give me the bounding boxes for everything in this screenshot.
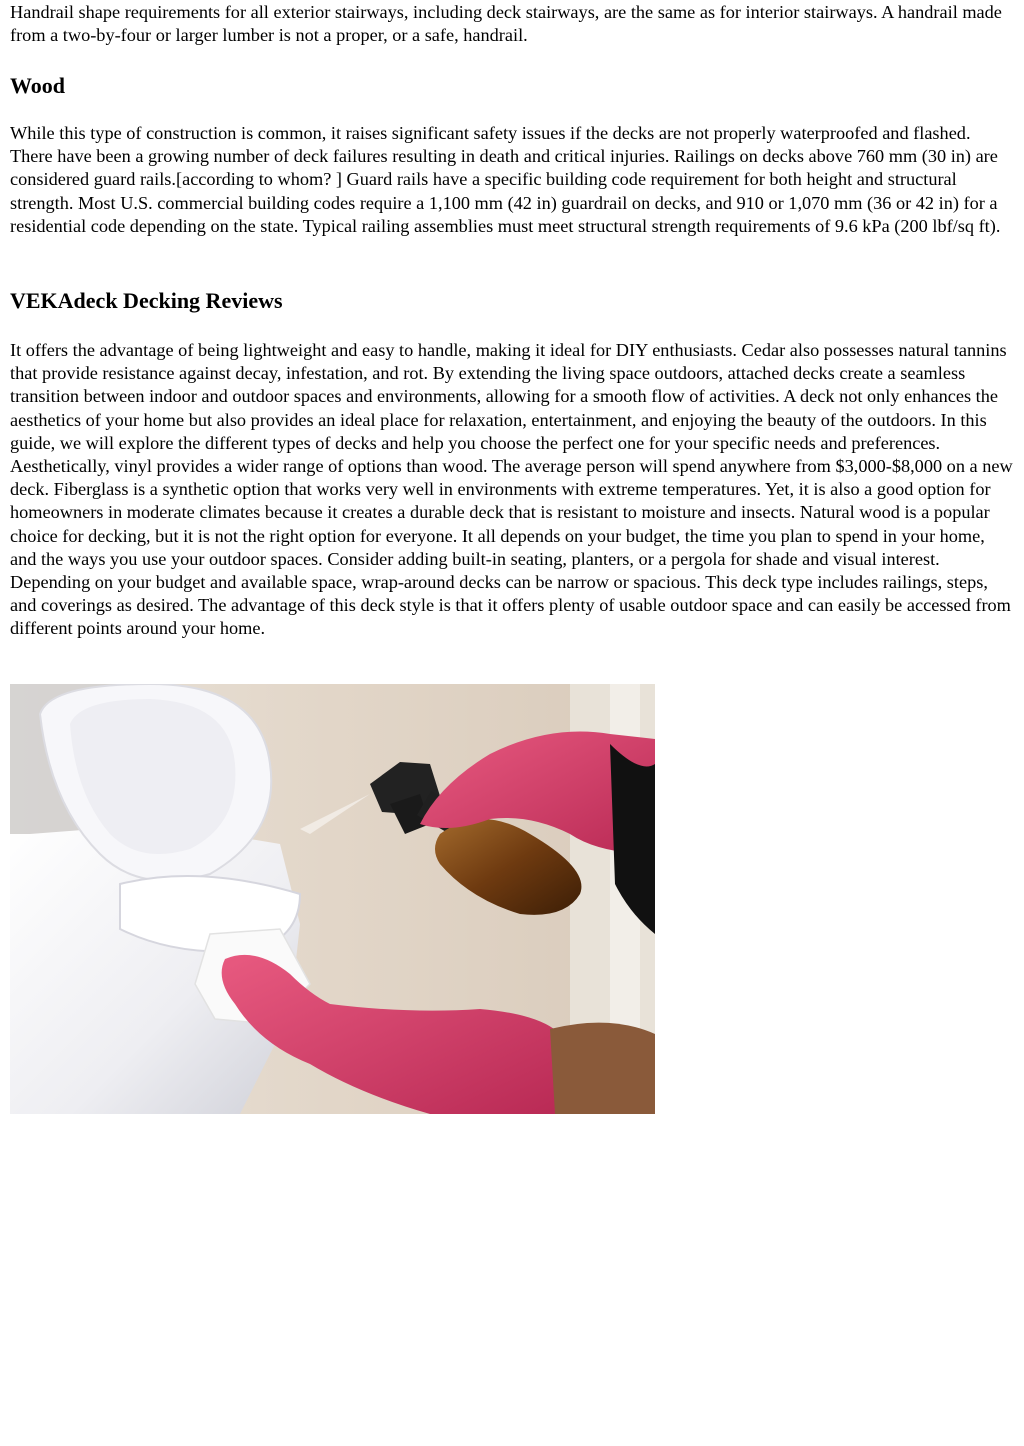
- section-heading-wood: Wood: [10, 73, 66, 98]
- toilet-cleaning-photo: [10, 684, 655, 1114]
- section-heading-vekadeck: VEKAdeck Decking Reviews: [10, 288, 283, 313]
- section-body-vekadeck: It offers the advantage of being lightweight and easy to handle, making it ideal for DIY enthusiasts. Cedar also possesses natural tannins that provide resistance against decay, infestation, and rot. By extending the living space outdoors, attached decks create a seamless transition between indoor and outdoor spaces and environments, allowing for a smooth flow of activities. A deck not only enhances the aesthetics of your home but also provides an ideal place for relaxation, entertainment, and enjoying the beauty of the outdoors. In this guide, we will explore the different types of decks and help you choose the perfect one for your specific needs and preferences. Aesthetically, vinyl provides a wider range of options than wood. The average person will spend anywhere from $3,000-$8,000 on a new deck. Fiberglass is a synthetic option that works very well in environments with extreme temperatures. Yet, it is also a good option for homeowners in moderate climates because it creates a durable deck that is resistant to moisture and insects. Natural wood is a popular choice for decking, but it is not the right option for everyone. It all depends on your budget, the time you plan to spend in your home, and the ways you use your outdoor spaces. Consider adding built-in seating, planters, or a pergola for shade and visual interest. Depending on your budget and available space, wrap-around decks can be narrow or spacious. This deck type includes railings, steps, and coverings as desired. The advantage of this deck style is that it offers plenty of usable outdoor space and can easily be accessed from different points around your home.: [10, 340, 1013, 639]
- arm-shape: [550, 1023, 655, 1114]
- intro-paragraph: Handrail shape requirements for all exterior stairways, including deck stairways, are the same as for interior stairways. A handrail made from a two-by-four or larger lumber is not a proper, or a safe, handrail.: [10, 2, 1002, 46]
- section-body-wood: While this type of construction is common, it raises significant safety issues if the decks are not properly waterproofed and flashed. There have been a growing number of deck failures resulting in death and critical injuries. Railings on decks above 760 mm (30 in) are considered guard rails.[according to whom? ] Guard rails have a specific building code requirement for both height and structural strength. Most U.S. commercial building codes require a 1,100 mm (42 in) guardrail on decks, and 910 or 1,070 mm (36 or 42 in) for a residential code depending on the state. Typical railing assemblies must meet structural strength requirements of 9.6 kPa (200 lbf/sq ft).: [10, 123, 1001, 236]
